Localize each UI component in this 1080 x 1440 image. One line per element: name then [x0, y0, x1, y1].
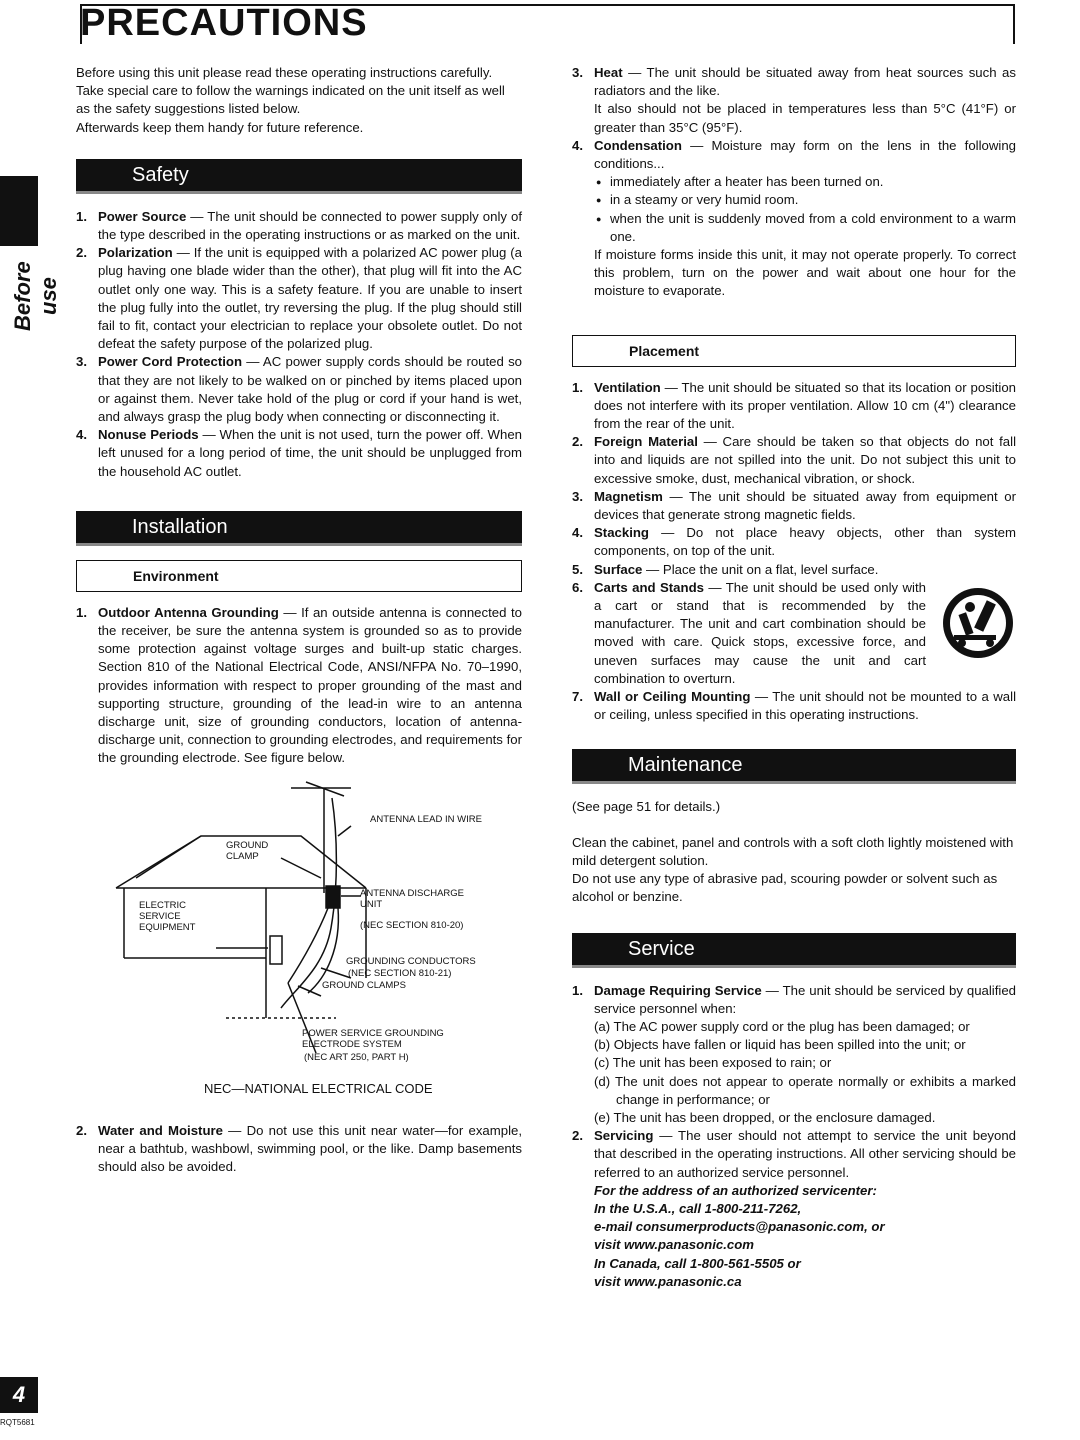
- label-electric-service-equipment: ELECTRIC SERVICE EQUIPMENT: [139, 899, 196, 933]
- section-heading-safety: Safety: [76, 159, 522, 194]
- list-item: 7. Wall or Ceiling Mounting — The unit should not be mounted to a wall or ceiling, unless specified in this operating instructions.: [572, 689, 1017, 723]
- section-heading-maintenance: Maintenance: [572, 749, 1016, 784]
- section-heading-service: Service: [572, 933, 1016, 968]
- sub-item: (d) The unit does not appear to operate normally or exhibits a marked change in performance; or: [594, 1073, 1016, 1107]
- subheading-placement: Placement: [572, 335, 1016, 367]
- bullet-item: ● when the unit is suddenly moved from a cold environment to a warm one.: [594, 210, 1016, 246]
- installation-list-continued: [76, 1122, 522, 1177]
- label-antenna-lead-in-wire: ANTENNA LEAD IN WIRE: [370, 813, 482, 825]
- label-nec-art-250: (NEC ART 250, PART H): [304, 1051, 409, 1063]
- list-item: 6. Carts and Stands — The unit should be used only with a cart or stand that is recommended by the manufacturer. The unit and cart combination should be moved with care. Quick stops, excessive force, and uneven surfaces may cause the unit and cart combination to overturn.: [572, 579, 1016, 688]
- right-column: [572, 64, 1016, 1291]
- side-tab-marker: [0, 176, 38, 246]
- grounding-diagram: [76, 778, 522, 1108]
- list-item: 1. Power Source — The unit should be connected to power supply only of the type described in the operating instructions or as marked on the unit.: [76, 208, 522, 243]
- cart-warning-icon: [940, 585, 1016, 661]
- service-contact-line: For the address of an authorized servicenter:: [594, 1182, 877, 1198]
- list-item: 3. Heat — The unit should be situated away from heat sources such as radiators and the like. It also should not be placed in temperatures less than 5°C (41°F) or greater than 35°C (95°F).: [572, 65, 1016, 135]
- service-contact-line: In the U.S.A., call 1-800-211-7262,: [594, 1200, 802, 1216]
- subheading-environment: Environment: [76, 560, 522, 592]
- label-ground-clamp: GROUND CLAMP: [226, 839, 269, 862]
- list-item: 4. Stacking — Do not place heavy objects, other than system components, on top of the unit.: [572, 525, 1016, 559]
- left-column: [76, 64, 522, 1176]
- label-grounding-conductors: GROUNDING CONDUCTORS: [346, 955, 476, 967]
- sub-item: (c) The unit has been exposed to rain; or: [594, 1055, 832, 1071]
- list-item: 1. Outdoor Antenna Grounding — If an outside antenna is connected to the receiver, be sure the antenna system is grounded so as to provide some protection against voltage surges and built-up static charges. Section 810 of the National Electrical Code, ANSI/NFPA No. 70–1990, provides information with respect to proper grounding of the mast and supporting structure, grounding of the lead-in wire to an antenna discharge unit, size of grounding conductors, location of antenna-discharge unit, connection to grounding electrodes, and requirements for the grounding electrode. See figure below.: [76, 604, 522, 766]
- list-item: 5. Surface — Place the unit on a flat, level surface.: [572, 561, 879, 577]
- sub-item: (b) Objects have fallen or liquid has been spilled into the unit; or: [594, 1037, 966, 1053]
- list-item: 2. Polarization — If the unit is equipped with a polarized AC power plug (a plug having one blade wider than the other), that plug will fit into the AC outlet only one way. This is a safety feature. If you are unable to insert the plug fully into the outlet, try reversing the plug. If the plug should still fail to fit, contact your electrician to replace your obsolete outlet. Do not defeat the safety purpose of the polarized plug.: [76, 245, 522, 352]
- page-number: 4: [0, 1377, 38, 1413]
- list-item: 3. Power Cord Protection — AC power supply cords should be routed so that they are not likely to be walked on or pinched by items placed upon or against them. Never take hold of the plug or cord if your hand is wet, and always grasp the plug body when connecting or disconnecting it.: [76, 354, 522, 425]
- list-item: 2. Foreign Material — Care should be taken so that objects do not fall into and liquids are not spilled into the unit. Do not subject this unit to excessive smoke, dust, mechanical vibration, or shock.: [572, 434, 1016, 486]
- service-list: [572, 982, 1016, 1291]
- label-power-service-grounding: POWER SERVICE GROUNDING ELECTRODE SYSTEM: [302, 1027, 444, 1050]
- list-item: 2. Servicing — The user should not attempt to service the unit beyond that described in the operating instructions. All other servicing should be referred to an authorized service personnel. For the address of an authorized servicenter: In the U.S.A., call 1-800-211-7262, e-mail consumerproducts@panasonic.com, or visit www.panasonic.com In Canada, call 1-800-561-5505 or visit www.panasonic.ca: [572, 1127, 1016, 1291]
- side-tab-label: Before use: [10, 261, 61, 331]
- placement-list: [572, 379, 1016, 725]
- label-ground-clamps: GROUND CLAMPS: [322, 979, 406, 991]
- condensation-note: If moisture forms inside this unit, it may not operate properly. To correct this problem, turn on the power and wait about one hour for the moisture to evaporate.: [594, 247, 1016, 299]
- list-item: 1. Damage Requiring Service — The unit should be serviced by qualified service personnel when: (a) The AC power supply cord or the plug has been damaged; or (b) Objects have fallen or liquid has been spilled into the unit; or (c) The unit has been exposed to rain; or (d) The unit does not appear to operate normally or exhibits a marked change in performance; or (e) The unit has been dropped, or the enclosure damaged.: [572, 982, 1016, 1128]
- safety-list: [76, 208, 522, 481]
- label-nec-810-21: (NEC SECTION 810-21): [348, 967, 452, 979]
- list-item: 4. Nonuse Periods — When the unit is not used, turn the power off. When left unused for a long period of time, the unit should be unplugged from the household AC outlet.: [76, 427, 522, 479]
- intro-paragraph: Afterwards keep them handy for future reference.: [76, 119, 364, 135]
- service-contact-line: e-mail consumerproducts@panasonic.com, or: [594, 1219, 885, 1235]
- label-antenna-discharge-unit: ANTENNA DISCHARGE UNIT: [360, 887, 464, 910]
- page-title: PRECAUTIONS: [80, 2, 368, 44]
- section-heading-installation: Installation: [76, 511, 522, 546]
- service-contact-line: In Canada, call 1-800-561-5505 or: [594, 1255, 801, 1271]
- environment-list-continued: [572, 64, 1016, 301]
- sub-item: (a) The AC power supply cord or the plug has been damaged; or: [594, 1018, 970, 1034]
- service-contact-line: visit www.panasonic.ca: [594, 1273, 742, 1289]
- bullet-item: ● in a steamy or very humid room.: [594, 191, 1016, 209]
- sub-item: (e) The unit has been dropped, or the enclosure damaged.: [594, 1109, 936, 1125]
- diagram-caption: NEC—NATIONAL ELECTRICAL CODE: [204, 1080, 433, 1096]
- installation-list: [76, 604, 522, 768]
- service-contact-line: visit www.panasonic.com: [594, 1237, 755, 1253]
- intro-paragraph: Before using this unit please read these operating instructions carefully. Take special care to follow the warnings indicated on the unit itself as well as the safety suggestions listed below.: [76, 65, 505, 117]
- maintenance-paragraph: Clean the cabinet, panel and controls with a soft cloth lightly moistened with mild detergent solution.: [572, 834, 1014, 868]
- document-code: RQT5681: [0, 1418, 35, 1427]
- list-item: 4. Condensation — Moisture may form on the lens in the following conditions... ● immediately after a heater has been turned on. ● in a steamy or very humid room. ● when the unit is suddenly moved from a cold environment to a warm one. If moisture forms inside this unit, it may not operate properly. To correct this problem, turn on the power and wait about one hour for the moisture to evaporate.: [572, 137, 1016, 301]
- maintenance-reference: (See page 51 for details.): [572, 798, 721, 814]
- list-item: 1. Ventilation — The unit should be situated so that its location or position does not interfere with its proper ventilation. Allow 10 cm (4") clearance from the rear of the unit.: [572, 379, 1016, 432]
- list-item: 3. Magnetism — The unit should be situated away from equipment or devices that generate strong magnetic fields.: [572, 488, 1016, 523]
- bullet-item: ● immediately after a heater has been turned on.: [594, 173, 1016, 191]
- list-item: 2. Water and Moisture — Do not use this unit near water—for example, near a bathtub, washbowl, swimming pool, or the like. Damp basements should also be avoided.: [76, 1122, 522, 1175]
- label-nec-810-20: (NEC SECTION 810-20): [360, 919, 464, 931]
- maintenance-paragraph: Do not use any type of abrasive pad, scouring powder or solvent such as alcohol or benzine.: [572, 871, 998, 905]
